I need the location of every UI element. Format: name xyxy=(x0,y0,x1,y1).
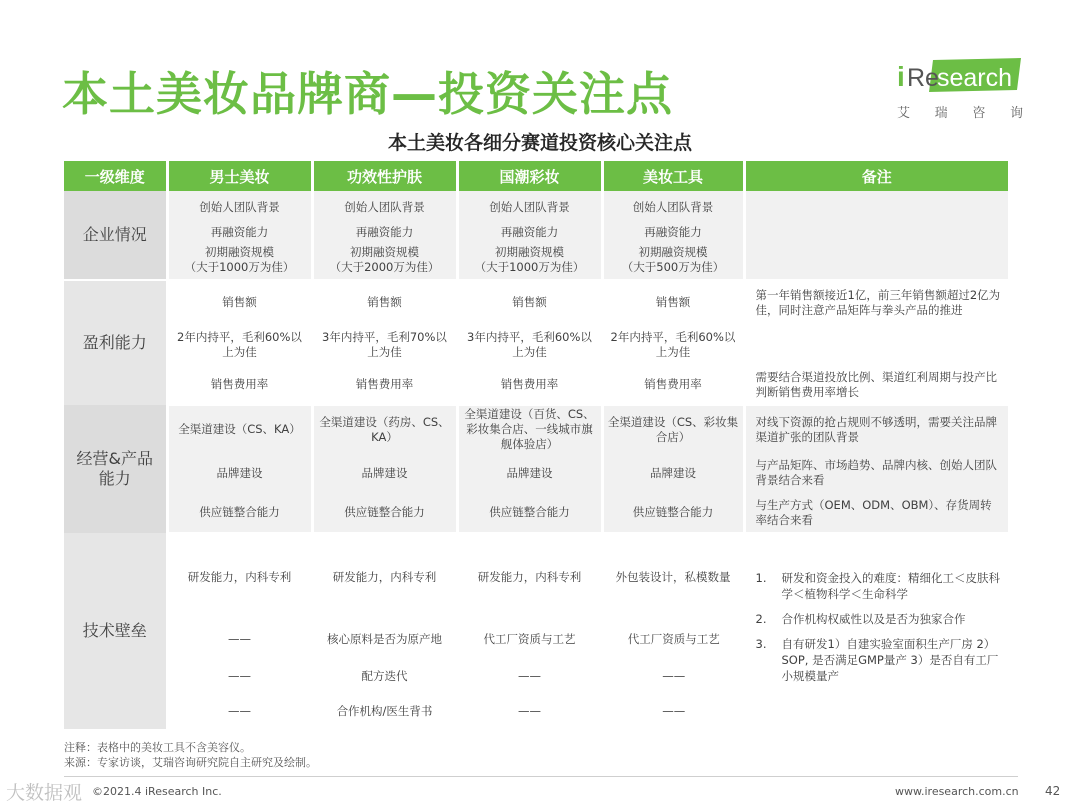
table-title: 本土美妆各细分赛道投资核心关注点 xyxy=(387,132,692,154)
header-remarks: 备注 xyxy=(744,161,1008,191)
cell-line: （大于500万为佳） xyxy=(621,260,725,274)
cell-line: （大于2000万为佳） xyxy=(329,260,440,274)
table-cell: 销售额 xyxy=(312,280,457,324)
logo-cn-char: 瑞 xyxy=(934,106,948,121)
svg-text:Re: Re xyxy=(907,64,939,92)
remark-cell: 与生产方式（OEM、ODM、OBM）、存货周转率结合来看 xyxy=(744,493,1008,533)
remark-cell xyxy=(744,191,1008,280)
logo-cn-char: 询 xyxy=(1009,106,1023,121)
table-cell: 全渠道建设（百货、CS、彩妆集合店、一线城市旗舰体验店） xyxy=(457,405,602,453)
cell-line: 初期融资规模 xyxy=(205,245,274,259)
iresearch-logo-cn xyxy=(897,102,1023,121)
table-cell: 外包装设计，私模数量 xyxy=(602,533,744,621)
cell-line: 再融资能力 xyxy=(210,225,269,239)
remark-text: 自有研发1）自建实验室面积生产厂房 2）SOP, 是否满足GMP量产 3）是否自有工厂小规模量产 xyxy=(781,637,999,683)
table-cell: 代工厂资质与工艺 xyxy=(457,621,602,658)
table-cell: —— xyxy=(602,658,744,694)
table-row-profit xyxy=(64,280,1008,324)
remark-num: 1. xyxy=(755,571,767,585)
logo-cn-char: 咨 xyxy=(972,106,986,121)
table-cell: 配方迭代 xyxy=(312,658,457,694)
cell-line: 创始人团队背景 xyxy=(199,200,280,214)
website-link[interactable]: www.iresearch.com.cn xyxy=(895,785,1019,798)
dimension-enterprise: 企业情况 xyxy=(64,191,167,280)
note-text: 注释：表格中的美妆工具不含美容仪。 xyxy=(64,741,251,754)
remark-text: 研发和资金投入的难度：精细化工＜皮肤科学＜植物科学＜生命科学 xyxy=(781,571,1000,601)
tech-remark-list xyxy=(756,570,1003,684)
table-cell xyxy=(457,191,602,280)
table-cell: —— xyxy=(457,694,602,729)
tech-remark-item xyxy=(756,611,1003,627)
remark-cell xyxy=(744,324,1008,365)
footer-divider xyxy=(64,776,1018,777)
investment-focus-table xyxy=(64,161,1008,729)
table-cell: 供应链整合能力 xyxy=(312,493,457,533)
table-header-row xyxy=(64,161,1008,191)
table-cell: 供应链整合能力 xyxy=(167,493,312,533)
tech-remark-item xyxy=(756,570,1003,602)
remark-cell: 对线下资源的抢占规则不够透明，需要关注品牌渠道扩张的团队背景 xyxy=(744,405,1008,453)
table-cell: 销售费用率 xyxy=(167,365,312,405)
remark-cell: 第一年销售额接近1亿，前三年销售额超过2亿为佳，同时注意产品矩阵与拳头产品的推进 xyxy=(744,280,1008,324)
header-makeup-tools: 美妆工具 xyxy=(602,161,744,191)
table-cell: 2年内持平，毛利60%以上为佳 xyxy=(602,324,744,365)
table-cell: 销售额 xyxy=(602,280,744,324)
table-cell: 销售额 xyxy=(167,280,312,324)
header-dimension: 一级维度 xyxy=(64,161,167,191)
copyright: ©2021.4 iResearch Inc. xyxy=(92,785,222,798)
table-cell: —— xyxy=(457,658,602,694)
table-row-operation xyxy=(64,405,1008,453)
table-cell: 合作机构/医生背书 xyxy=(312,694,457,729)
table-row-operation xyxy=(64,453,1008,493)
iresearch-logo xyxy=(893,56,1023,120)
table-cell: 供应链整合能力 xyxy=(457,493,602,533)
table-cell: —— xyxy=(167,694,312,729)
svg-text:search: search xyxy=(937,64,1013,92)
source-text: 来源：专家访谈，艾瑞咨询研究院自主研究及绘制。 xyxy=(64,756,317,769)
tech-remark-item xyxy=(756,636,1003,684)
cell-line: （大于1000万为佳） xyxy=(184,260,295,274)
remark-cell: 需要结合渠道投放比例、渠道红利周期与投产比判断销售费用率增长 xyxy=(744,365,1008,405)
table-cell xyxy=(167,191,312,280)
cell-line: 创始人团队背景 xyxy=(344,200,425,214)
table-cell: 销售额 xyxy=(457,280,602,324)
table-cell: 代工厂资质与工艺 xyxy=(602,621,744,658)
table-row-profit xyxy=(64,365,1008,405)
table-cell: 销售费用率 xyxy=(457,365,602,405)
dimension-tech: 技术壁垒 xyxy=(64,533,167,729)
header-guochao-cosmetics: 国潮彩妆 xyxy=(457,161,602,191)
table-cell: 全渠道建设（CS、KA） xyxy=(167,405,312,453)
remark-cell: 与产品矩阵、市场趋势、品牌内核、创始人团队背景结合来看 xyxy=(744,453,1008,493)
table-cell: 全渠道建设（CS、彩妆集合店） xyxy=(602,405,744,453)
table-row-tech xyxy=(64,533,1008,621)
cell-line: 再融资能力 xyxy=(500,225,559,239)
cell-line: （大于1000万为佳） xyxy=(474,260,585,274)
table-cell: 研发能力，内科专利 xyxy=(457,533,602,621)
page-title: 本土美妆品牌商—投资关注点 xyxy=(62,67,673,121)
remark-num: 2. xyxy=(755,612,767,626)
cell-line: 初期融资规模 xyxy=(495,245,564,259)
notes xyxy=(64,740,317,770)
dimension-profit: 盈利能力 xyxy=(64,280,167,405)
remark-cell-tech xyxy=(744,533,1008,729)
table-cell: 销售费用率 xyxy=(312,365,457,405)
table-cell: 全渠道建设（药房、CS、KA） xyxy=(312,405,457,453)
iresearch-logo-badge xyxy=(893,56,1021,96)
table-cell: 2年内持平，毛利60%以上为佳 xyxy=(167,324,312,365)
cell-line: 创始人团队背景 xyxy=(489,200,570,214)
table-cell: —— xyxy=(602,694,744,729)
table-cell xyxy=(312,191,457,280)
table-cell xyxy=(602,191,744,280)
dimension-operation: 经营&产品能力 xyxy=(64,405,167,533)
table-cell: 供应链整合能力 xyxy=(602,493,744,533)
table-cell: 研发能力，内科专利 xyxy=(312,533,457,621)
table-cell: 品牌建设 xyxy=(457,453,602,493)
remark-text: 合作机构权威性以及是否为独家合作 xyxy=(781,612,966,626)
cell-line: 创始人团队背景 xyxy=(632,200,714,214)
table-cell: 品牌建设 xyxy=(312,453,457,493)
table-row-enterprise xyxy=(64,191,1008,280)
cell-line: 再融资能力 xyxy=(355,225,414,239)
cell-line: 再融资能力 xyxy=(644,225,702,239)
table-row-operation xyxy=(64,493,1008,533)
table-cell: —— xyxy=(167,658,312,694)
table-cell: 核心原料是否为原产地 xyxy=(312,621,457,658)
table-cell: 品牌建设 xyxy=(602,453,744,493)
table-cell: 销售费用率 xyxy=(602,365,744,405)
logo-cn-char: 艾 xyxy=(897,106,911,121)
cell-line: 初期融资规模 xyxy=(638,245,708,259)
header-mens-makeup: 男士美妆 xyxy=(167,161,312,191)
remark-num: 3. xyxy=(755,637,767,651)
svg-text:i: i xyxy=(897,61,905,92)
watermark: 大数据观 xyxy=(6,782,83,804)
table-cell: —— xyxy=(167,621,312,658)
table-cell: 品牌建设 xyxy=(167,453,312,493)
header-functional-skincare: 功效性护肤 xyxy=(312,161,457,191)
page-number: 42 xyxy=(1045,784,1061,798)
table-cell: 3年内持平，毛利60%以上为佳 xyxy=(457,324,602,365)
table-cell: 研发能力，内科专利 xyxy=(167,533,312,621)
cell-line: 初期融资规模 xyxy=(350,245,419,259)
table-row-profit xyxy=(64,324,1008,365)
table-cell: 3年内持平，毛利70%以上为佳 xyxy=(312,324,457,365)
